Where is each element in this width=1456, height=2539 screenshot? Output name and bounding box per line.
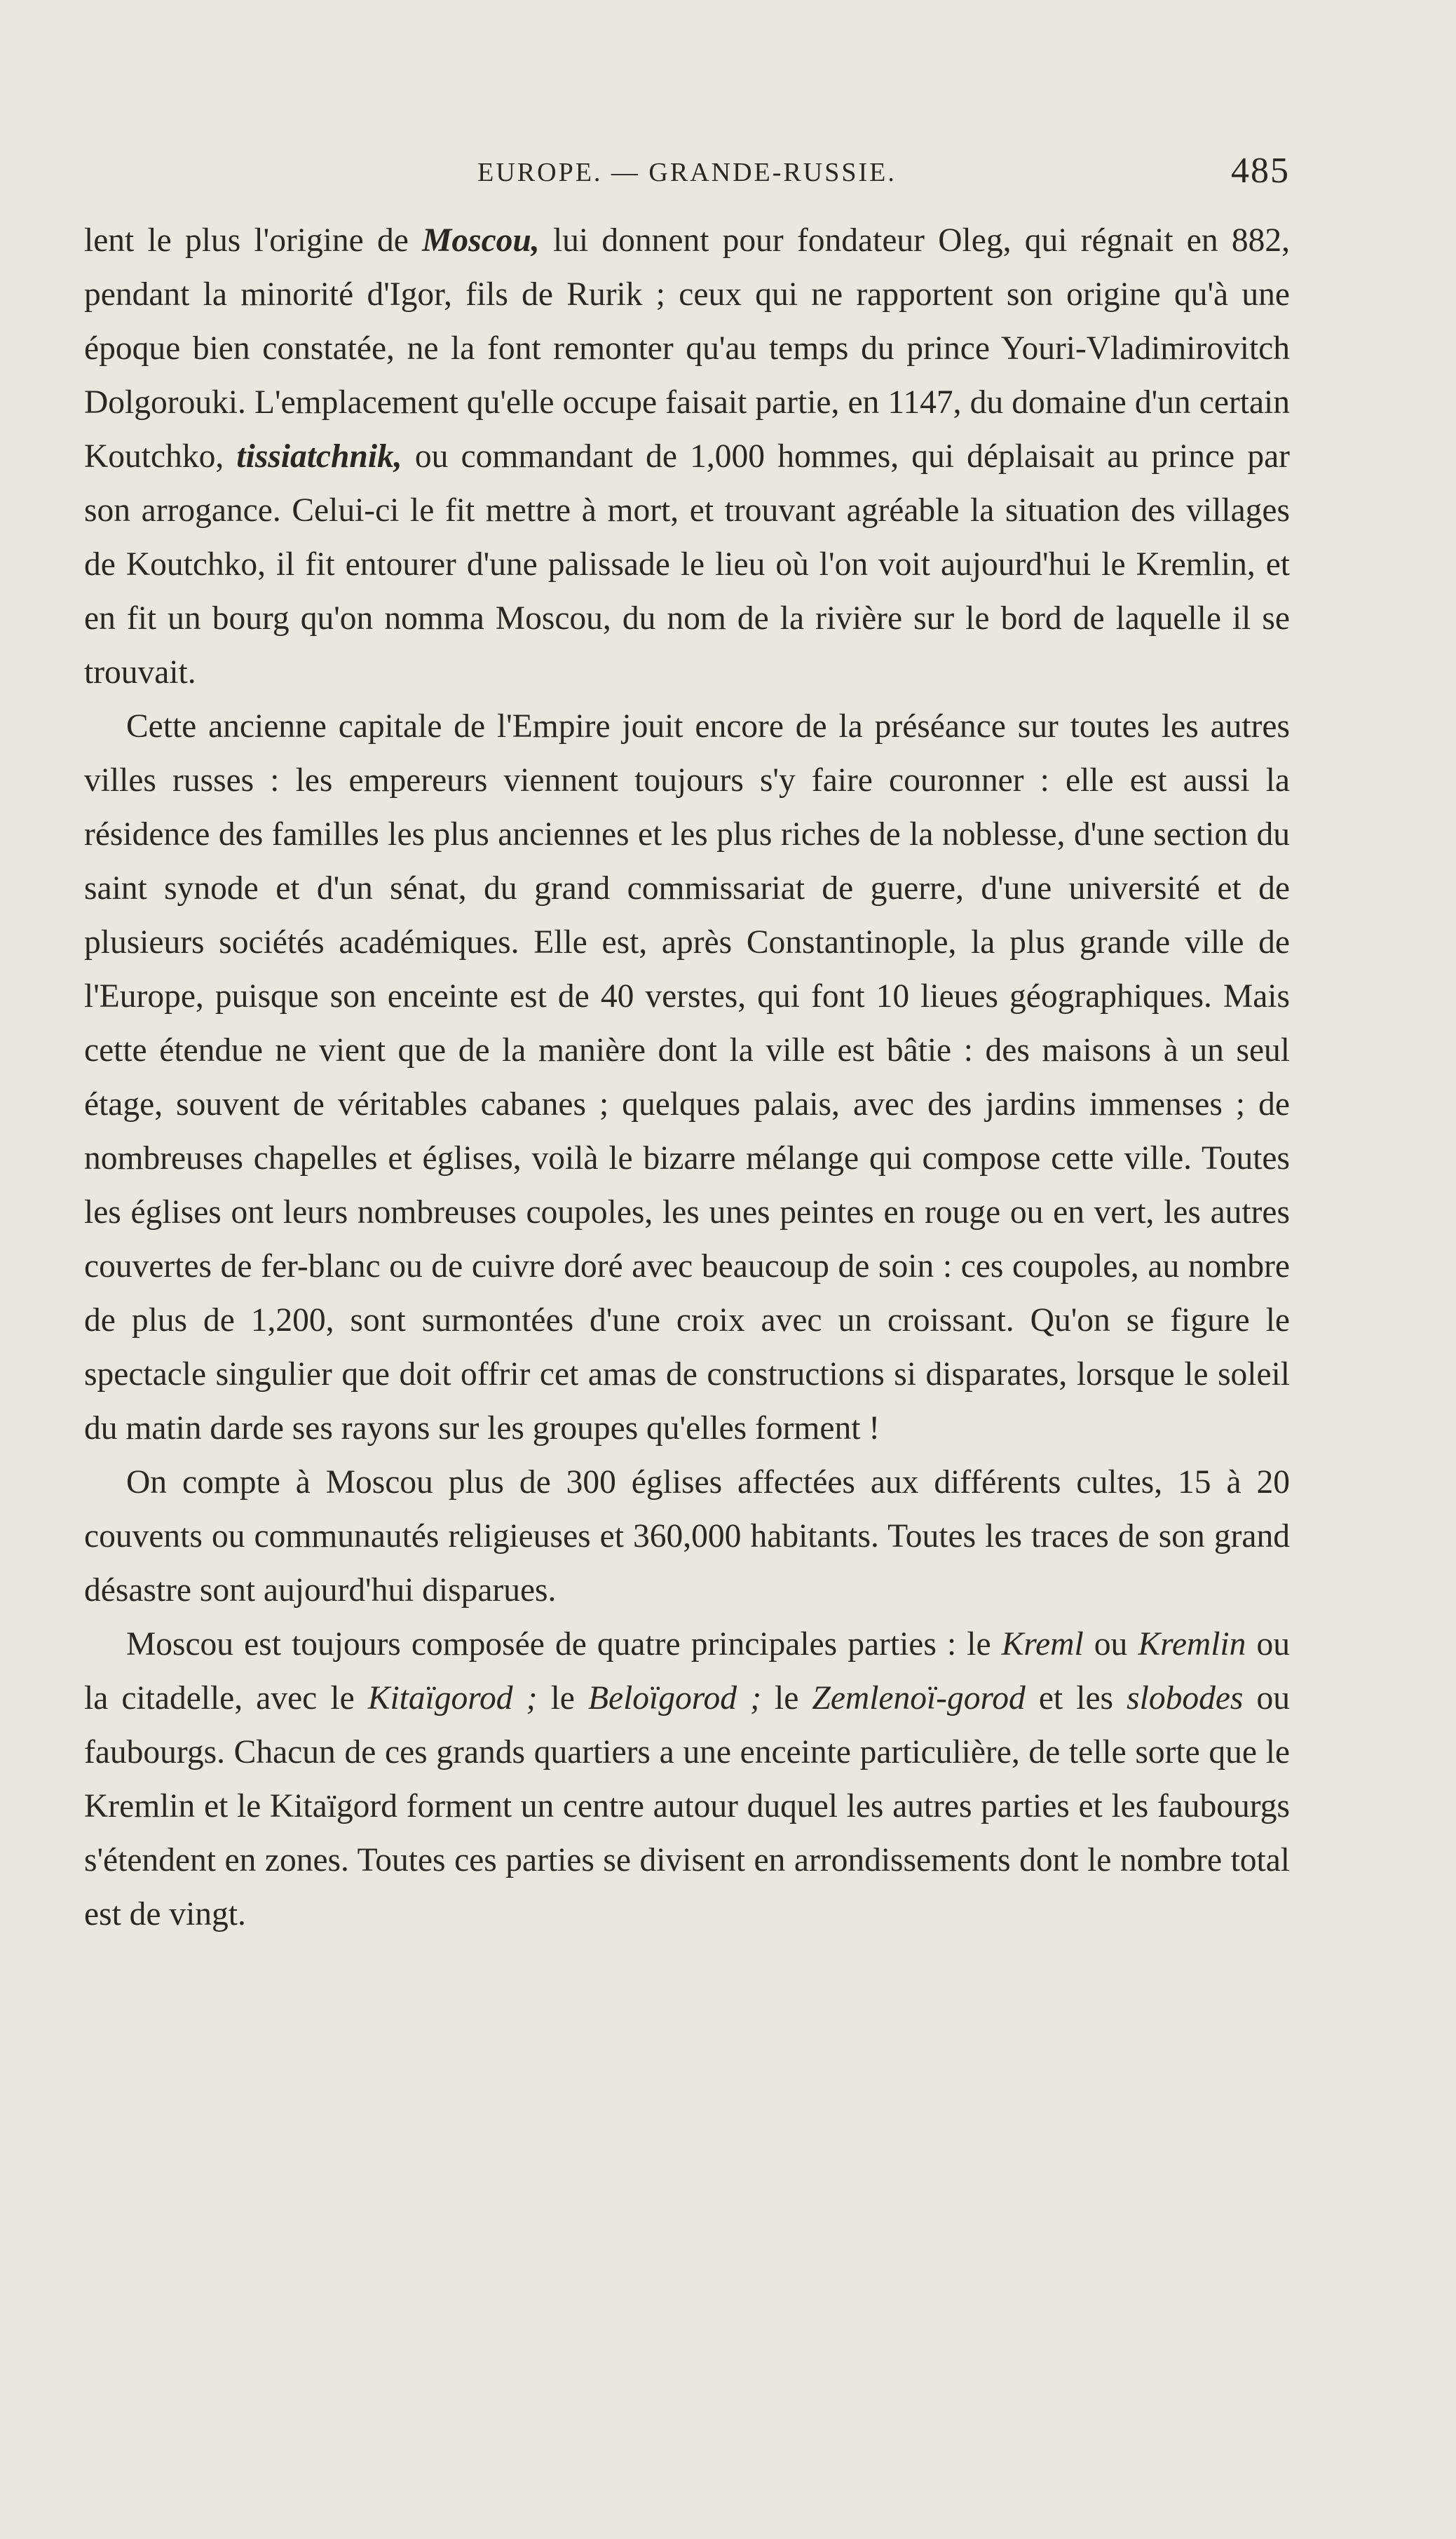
page-number: 485	[1231, 151, 1290, 191]
text-run: le	[537, 1680, 588, 1717]
text-run: et les	[1025, 1680, 1127, 1717]
term-kreml: Kreml	[1001, 1626, 1084, 1663]
term-kremlin: Kremlin	[1138, 1626, 1246, 1663]
term-beloigorod: Beloïgorod ;	[587, 1680, 761, 1717]
paragraph-3: On compte à Moscou plus de 300 églises affectées aux différents cultes, 15 à 20 couvents ou communautés religieuses et 360,000 habitants. Toutes les traces de son grand désastre sont aujourd'hui disparues.	[84, 1464, 1290, 1609]
text-run: lent le plus l'origine de	[84, 222, 423, 259]
text-run: ou commandant de 1,000 hommes, qui déplaisait au prince par son arrogance. Celui-ci le fit mettre à mort, et trouvant agréable la situation des villages de Koutchko, il fit entourer d'une palissade le lieu où l'on voit aujourd'hui le Kremlin, et en fit un bourg qu'on nomma Moscou, du nom de la rivière sur le bord de laquelle il se trouvait.	[84, 438, 1290, 691]
term-slobodes: slobodes	[1127, 1680, 1244, 1717]
term-tissiatchnik: tissiatchnik,	[236, 438, 402, 475]
place-name-moscou: Moscou,	[422, 222, 540, 259]
paragraph-4	[84, 1618, 1290, 1942]
text-run: Moscou est toujours composée de quatre principales parties : le	[126, 1626, 1002, 1663]
text-run: ou	[1083, 1626, 1138, 1663]
body-text	[84, 214, 1290, 1942]
term-zemlenoi-gorod: Zemlenoï-gorod	[812, 1680, 1026, 1717]
text-run: le	[761, 1680, 812, 1717]
paragraph-2: Cette ancienne capitale de l'Empire jouit encore de la préséance sur toutes les autres villes russes : les empereurs viennent toujours s'y faire couronner : elle est aussi la résidence des familles les plus anciennes et les plus riches de la noblesse, d'une section du saint synode et d'un sénat, du grand commissariat de guerre, d'une université et de plusieurs sociétés académiques. Elle est, après Constantinople, la plus grande ville de l'Europe, puisque son enceinte est de 40 verstes, qui font 10 lieues géographiques. Mais cette étendue ne vient que de la manière dont la ville est bâtie : des maisons à un seul étage, souvent de véritables cabanes ; quelques palais, avec des jardins immenses ; de nombreuses chapelles et églises, voilà le bizarre mélange qui compose cette ville. Toutes les églises ont leurs nombreuses coupoles, les unes peintes en rouge ou en vert, les autres couvertes de fer-blanc ou de cuivre doré avec beaucoup de soin : ces coupoles, au nombre de plus de 1,200, sont surmontées d'une croix avec un croissant. Qu'on se figure le spectacle singulier que doit offrir cet amas de constructions si disparates, lorsque le soleil du matin darde ses rayons sur les groupes qu'elles forment !	[84, 708, 1290, 1447]
text-run: ou faubourgs. Chacun de ces grands quartiers a une enceinte particulière, de telle sorte que le Kremlin et le Kitaïgord forment un centre autour duquel les autres parties et les faubourgs s'étendent en zones. Toutes ces parties se divisent en arrondissements dont le nombre total est de vingt.	[84, 1680, 1291, 1932]
paragraph-1	[84, 214, 1290, 700]
running-head: EUROPE. — GRANDE-RUSSIE.	[477, 158, 897, 187]
term-kitaigorod: Kitaïgorod ;	[367, 1680, 538, 1717]
text-run: lui donnent pour fondateur Oleg, qui régnait en 882, pendant la minorité d'Igor, fils de Rurik ; ceux qui ne rapportent son origine qu'à une époque bien constatée, ne la font remonter qu'au temps du prince Youri-Vladimirovitch Dolgorouki. L'emplacement qu'elle occupe faisait partie, en 1147, du domaine d'un certain Koutchko,	[84, 222, 1290, 475]
page-header	[84, 150, 1290, 192]
text-run: ou la citadelle, avec le	[84, 1626, 1290, 1717]
